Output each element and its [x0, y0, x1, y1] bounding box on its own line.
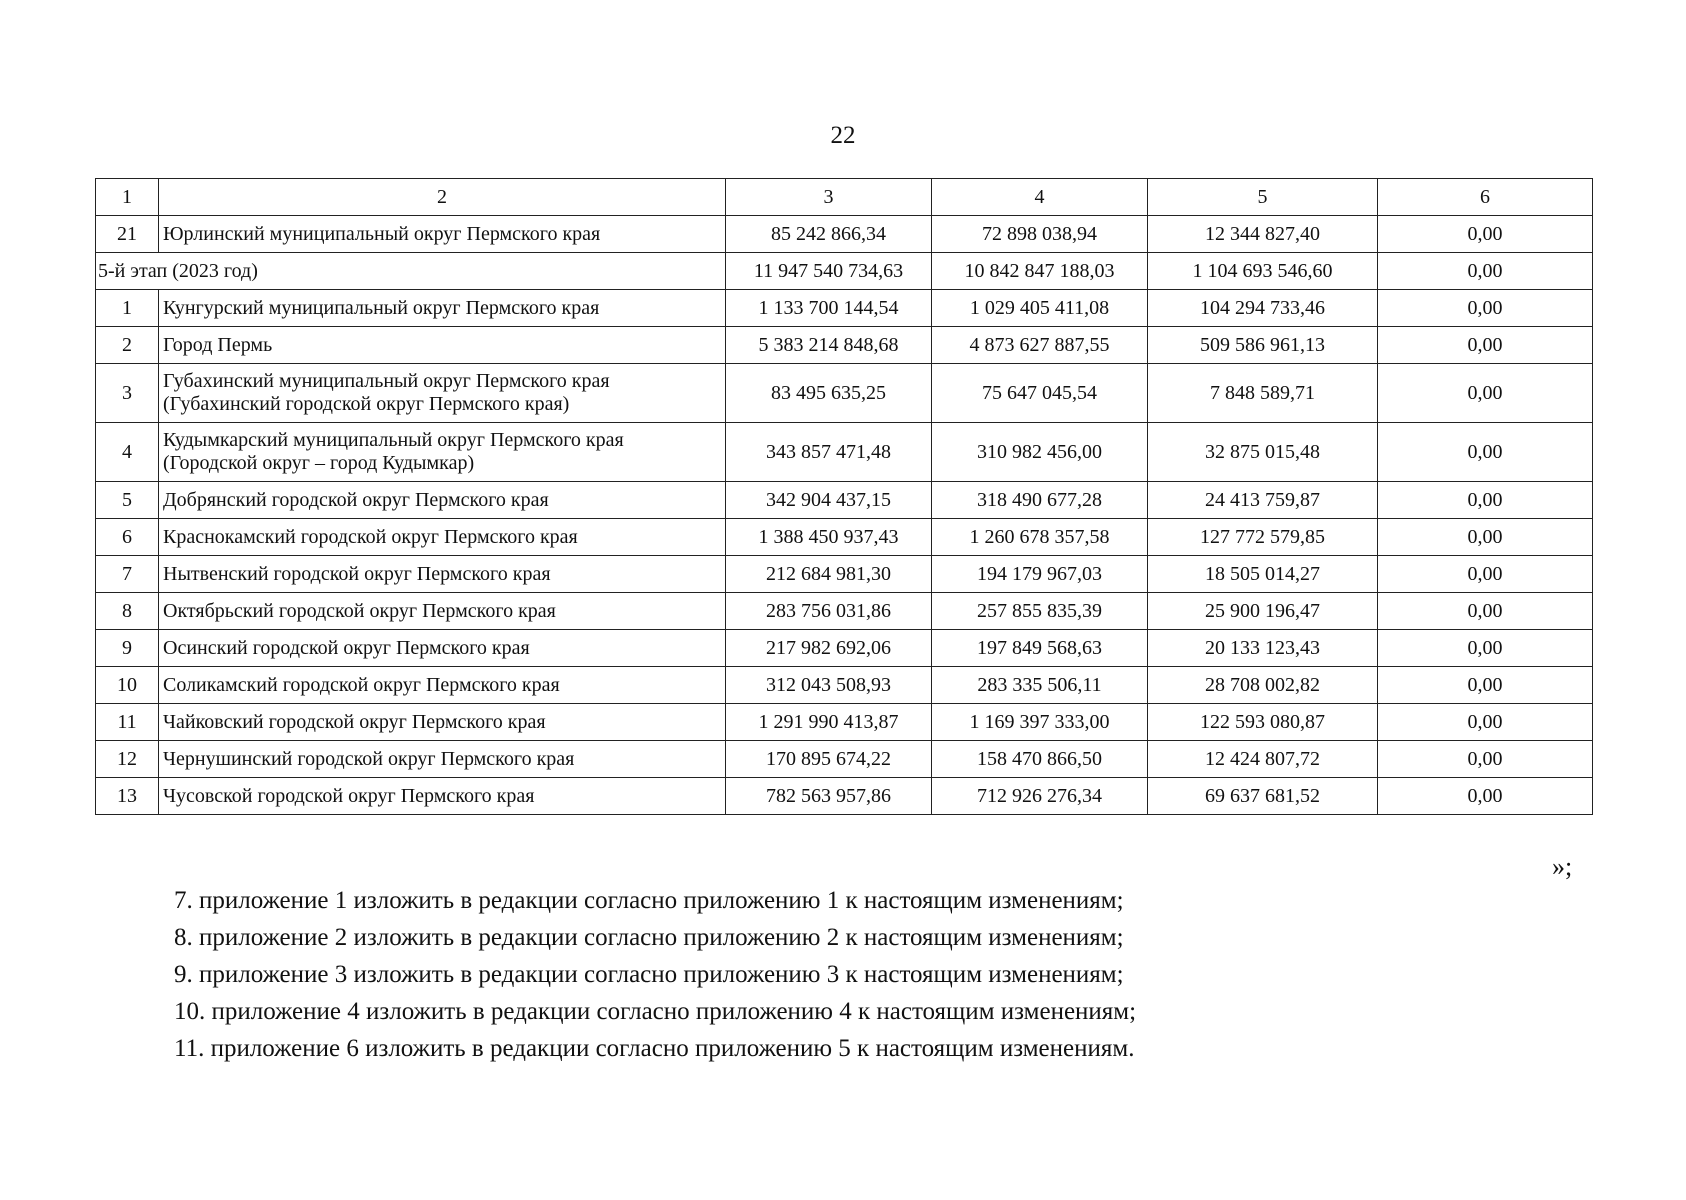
value-col5: 20 133 123,43	[1148, 630, 1378, 667]
value-col3: 170 895 674,22	[726, 741, 932, 778]
budget-table	[95, 178, 1593, 815]
value-col5: 32 875 015,48	[1148, 423, 1378, 482]
municipality-name	[159, 423, 726, 482]
municipality-name: Краснокамский городской округ Пермского края	[159, 519, 726, 556]
table-body	[96, 179, 1593, 815]
column-header: 4	[932, 179, 1148, 216]
column-header: 3	[726, 179, 932, 216]
value-col3: 1 133 700 144,54	[726, 290, 932, 327]
value-col4: 75 647 045,54	[932, 364, 1148, 423]
value-col4: 4 873 627 887,55	[932, 327, 1148, 364]
column-header: 1	[96, 179, 159, 216]
value-col6: 0,00	[1378, 482, 1593, 519]
value-col5: 7 848 589,71	[1148, 364, 1378, 423]
amendment-item: 9. приложение 3 изложить в редакции согласно приложению 3 к настоящим изменениям;	[174, 961, 1124, 988]
value-col5: 127 772 579,85	[1148, 519, 1378, 556]
value-col5: 25 900 196,47	[1148, 593, 1378, 630]
value-col6: 0,00	[1378, 364, 1593, 423]
value-col6: 0,00	[1378, 704, 1593, 741]
municipality-name: Соликамский городской округ Пермского края	[159, 667, 726, 704]
value-col4: 1 169 397 333,00	[932, 704, 1148, 741]
value-col4: 283 335 506,11	[932, 667, 1148, 704]
value-col6: 0,00	[1378, 556, 1593, 593]
municipality-name-line: Губахинский муниципальный округ Пермского края	[163, 370, 610, 392]
value-col3: 1 388 450 937,43	[726, 519, 932, 556]
value-col5: 122 593 080,87	[1148, 704, 1378, 741]
value-col3: 342 904 437,15	[726, 482, 932, 519]
value-col3: 312 043 508,93	[726, 667, 932, 704]
value-col3: 85 242 866,34	[726, 216, 932, 253]
row-number: 13	[96, 778, 159, 815]
value-col5: 69 637 681,52	[1148, 778, 1378, 815]
value-col5: 12 344 827,40	[1148, 216, 1378, 253]
table-row	[96, 423, 1593, 482]
municipality-name: Октябрьский городской округ Пермского края	[159, 593, 726, 630]
table-row	[96, 216, 1593, 253]
amendment-list	[174, 882, 1136, 1067]
table-row	[96, 482, 1593, 519]
column-header: 2	[159, 179, 726, 216]
municipality-name-line: Кудымкарский муниципальный округ Пермского края	[163, 429, 624, 451]
table-row	[96, 630, 1593, 667]
value-col3: 83 495 635,25	[726, 364, 932, 423]
amendment-item: 10. приложение 4 изложить в редакции согласно приложению 4 к настоящим изменениям;	[174, 998, 1137, 1025]
value-col4: 158 470 866,50	[932, 741, 1148, 778]
column-header: 5	[1148, 179, 1378, 216]
value-col3: 217 982 692,06	[726, 630, 932, 667]
table-row	[96, 556, 1593, 593]
value-col5: 18 505 014,27	[1148, 556, 1378, 593]
amendment-item: 7. приложение 1 изложить в редакции согласно приложению 1 к настоящим изменениям;	[174, 887, 1124, 914]
closing-quote: »;	[1552, 852, 1573, 881]
value-col6: 0,00	[1378, 290, 1593, 327]
row-number: 11	[96, 704, 159, 741]
value-col4: 1 260 678 357,58	[932, 519, 1148, 556]
value-col5: 104 294 733,46	[1148, 290, 1378, 327]
value-col3: 11 947 540 734,63	[726, 253, 932, 290]
row-number: 10	[96, 667, 159, 704]
value-col4: 318 490 677,28	[932, 482, 1148, 519]
value-col4: 1 029 405 411,08	[932, 290, 1148, 327]
amendment-item: 8. приложение 2 изложить в редакции согласно приложению 2 к настоящим изменениям;	[174, 924, 1124, 951]
row-number: 12	[96, 741, 159, 778]
value-col4: 257 855 835,39	[932, 593, 1148, 630]
row-number: 1	[96, 290, 159, 327]
municipality-name: Кунгурский муниципальный округ Пермского края	[159, 290, 726, 327]
value-col6: 0,00	[1378, 253, 1593, 290]
value-col3: 343 857 471,48	[726, 423, 932, 482]
column-header-row	[96, 179, 1593, 216]
value-col6: 0,00	[1378, 519, 1593, 556]
municipality-name: Город Пермь	[159, 327, 726, 364]
municipality-name: Добрянский городской округ Пермского края	[159, 482, 726, 519]
value-col3: 283 756 031,86	[726, 593, 932, 630]
value-col5: 509 586 961,13	[1148, 327, 1378, 364]
table-row	[96, 741, 1593, 778]
value-col3: 5 383 214 848,68	[726, 327, 932, 364]
municipality-name: Нытвенский городской округ Пермского края	[159, 556, 726, 593]
table-row	[96, 667, 1593, 704]
table-row	[96, 704, 1593, 741]
value-col3: 782 563 957,86	[726, 778, 932, 815]
value-col6: 0,00	[1378, 778, 1593, 815]
table-row	[96, 290, 1593, 327]
value-col4: 310 982 456,00	[932, 423, 1148, 482]
value-col5: 28 708 002,82	[1148, 667, 1378, 704]
column-header: 6	[1378, 179, 1593, 216]
value-col6: 0,00	[1378, 630, 1593, 667]
row-number: 5	[96, 482, 159, 519]
municipality-name: Чернушинский городской округ Пермского края	[159, 741, 726, 778]
row-number: 6	[96, 519, 159, 556]
municipality-name-line: (Губахинский городской округ Пермского края)	[163, 393, 570, 415]
value-col5: 1 104 693 546,60	[1148, 253, 1378, 290]
table-row	[96, 519, 1593, 556]
municipality-name: Чусовской городской округ Пермского края	[159, 778, 726, 815]
row-number: 9	[96, 630, 159, 667]
value-col6: 0,00	[1378, 423, 1593, 482]
value-col3: 212 684 981,30	[726, 556, 932, 593]
value-col4: 194 179 967,03	[932, 556, 1148, 593]
value-col5: 24 413 759,87	[1148, 482, 1378, 519]
value-col4: 72 898 038,94	[932, 216, 1148, 253]
value-col6: 0,00	[1378, 216, 1593, 253]
municipality-name: Осинский городской округ Пермского края	[159, 630, 726, 667]
municipality-name	[159, 364, 726, 423]
amendment-item: 11. приложение 6 изложить в редакции согласно приложению 5 к настоящим изменениям.	[174, 1035, 1135, 1062]
value-col6: 0,00	[1378, 741, 1593, 778]
municipality-name: Чайковский городской округ Пермского края	[159, 704, 726, 741]
value-col5: 12 424 807,72	[1148, 741, 1378, 778]
table-row	[96, 364, 1593, 423]
value-col6: 0,00	[1378, 327, 1593, 364]
table-row	[96, 778, 1593, 815]
row-number: 4	[96, 423, 159, 482]
value-col4: 10 842 847 188,03	[932, 253, 1148, 290]
row-number: 3	[96, 364, 159, 423]
value-col6: 0,00	[1378, 667, 1593, 704]
municipality-name-line: (Городской округ – город Кудымкар)	[163, 452, 475, 474]
table-row	[96, 327, 1593, 364]
row-number: 8	[96, 593, 159, 630]
value-col4: 712 926 276,34	[932, 778, 1148, 815]
row-number: 2	[96, 327, 159, 364]
value-col6: 0,00	[1378, 593, 1593, 630]
municipality-name: Юрлинский муниципальный округ Пермского края	[159, 216, 726, 253]
row-number: 21	[96, 216, 159, 253]
value-col3: 1 291 990 413,87	[726, 704, 932, 741]
value-col4: 197 849 568,63	[932, 630, 1148, 667]
page-number: 22	[830, 122, 856, 149]
table-row	[96, 593, 1593, 630]
stage-row	[96, 253, 1593, 290]
stage-label: 5-й этап (2023 год)	[96, 253, 726, 290]
row-number: 7	[96, 556, 159, 593]
